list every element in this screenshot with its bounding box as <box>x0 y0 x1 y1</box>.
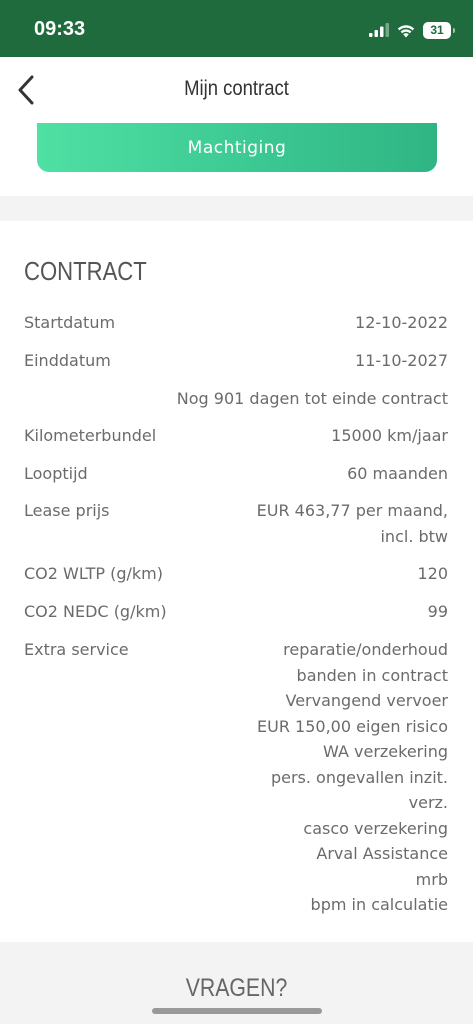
extra-service-item: reparatie/onderhoud <box>283 640 448 659</box>
lease-prijs-line: EUR 463,77 per maand, <box>256 501 448 520</box>
extra-service-item: pers. ongevallen inzit. <box>270 767 448 787</box>
contract-card <box>0 221 473 942</box>
status-time: 09:33 <box>34 18 86 40</box>
lease-prijs-value <box>257 498 448 549</box>
contract-section-title: CONTRACT <box>24 256 147 286</box>
kilometerbundel-value: 15000 km/jaar <box>331 426 448 445</box>
extra-service-item: bpm in calculatie <box>310 895 448 914</box>
extra-service-item: banden in contract <box>296 665 448 685</box>
looptijd-label: Looptijd <box>24 464 88 483</box>
mandate-card <box>0 123 473 196</box>
co2-wltp-label: CO2 WLTP (g/km) <box>24 564 163 583</box>
co2-nedc-value: 99 <box>427 602 448 621</box>
extra-service-label: Extra service <box>24 640 129 659</box>
lease-prijs-line: incl. btw <box>380 526 448 546</box>
einddatum-value: 11-10-2027 <box>355 351 448 370</box>
page-title: Mijn contract <box>184 77 289 100</box>
extra-service-item: Arval Assistance <box>316 844 448 863</box>
status-icons <box>369 20 451 40</box>
extra-service-item: Vervangend vervoer <box>285 691 448 710</box>
kilometerbundel-label: Kilometerbundel <box>24 426 157 445</box>
einddatum-label: Einddatum <box>24 351 111 370</box>
extra-service-item: verz. <box>408 793 448 812</box>
extra-service-item: mrb <box>415 869 448 889</box>
extra-service-item: WA verzekering <box>323 742 448 761</box>
startdatum-value: 12-10-2022 <box>355 313 448 332</box>
machtiging-button[interactable]: Machtiging <box>37 123 437 172</box>
startdatum-label: Startdatum <box>24 313 116 332</box>
extra-service-item: casco verzekering <box>303 818 448 838</box>
cellular-signal-icon <box>369 23 389 37</box>
navigation-bar <box>0 57 473 123</box>
home-indicator[interactable] <box>152 1008 322 1014</box>
lease-prijs-label: Lease prijs <box>24 501 110 520</box>
battery-icon <box>423 22 451 39</box>
looptijd-value: 60 maanden <box>347 464 448 483</box>
wifi-icon <box>396 23 416 38</box>
questions-title: VRAGEN? <box>185 974 288 1002</box>
extra-service-list <box>257 637 448 918</box>
status-bar <box>0 0 473 57</box>
extra-service-item: EUR 150,00 eigen risico <box>257 716 448 736</box>
battery-level: 31 <box>430 23 444 37</box>
co2-wltp-value: 120 <box>417 564 448 583</box>
co2-nedc-label: CO2 NEDC (g/km) <box>24 602 167 621</box>
remaining-days-text: Nog 901 dagen tot einde contract <box>176 389 448 408</box>
